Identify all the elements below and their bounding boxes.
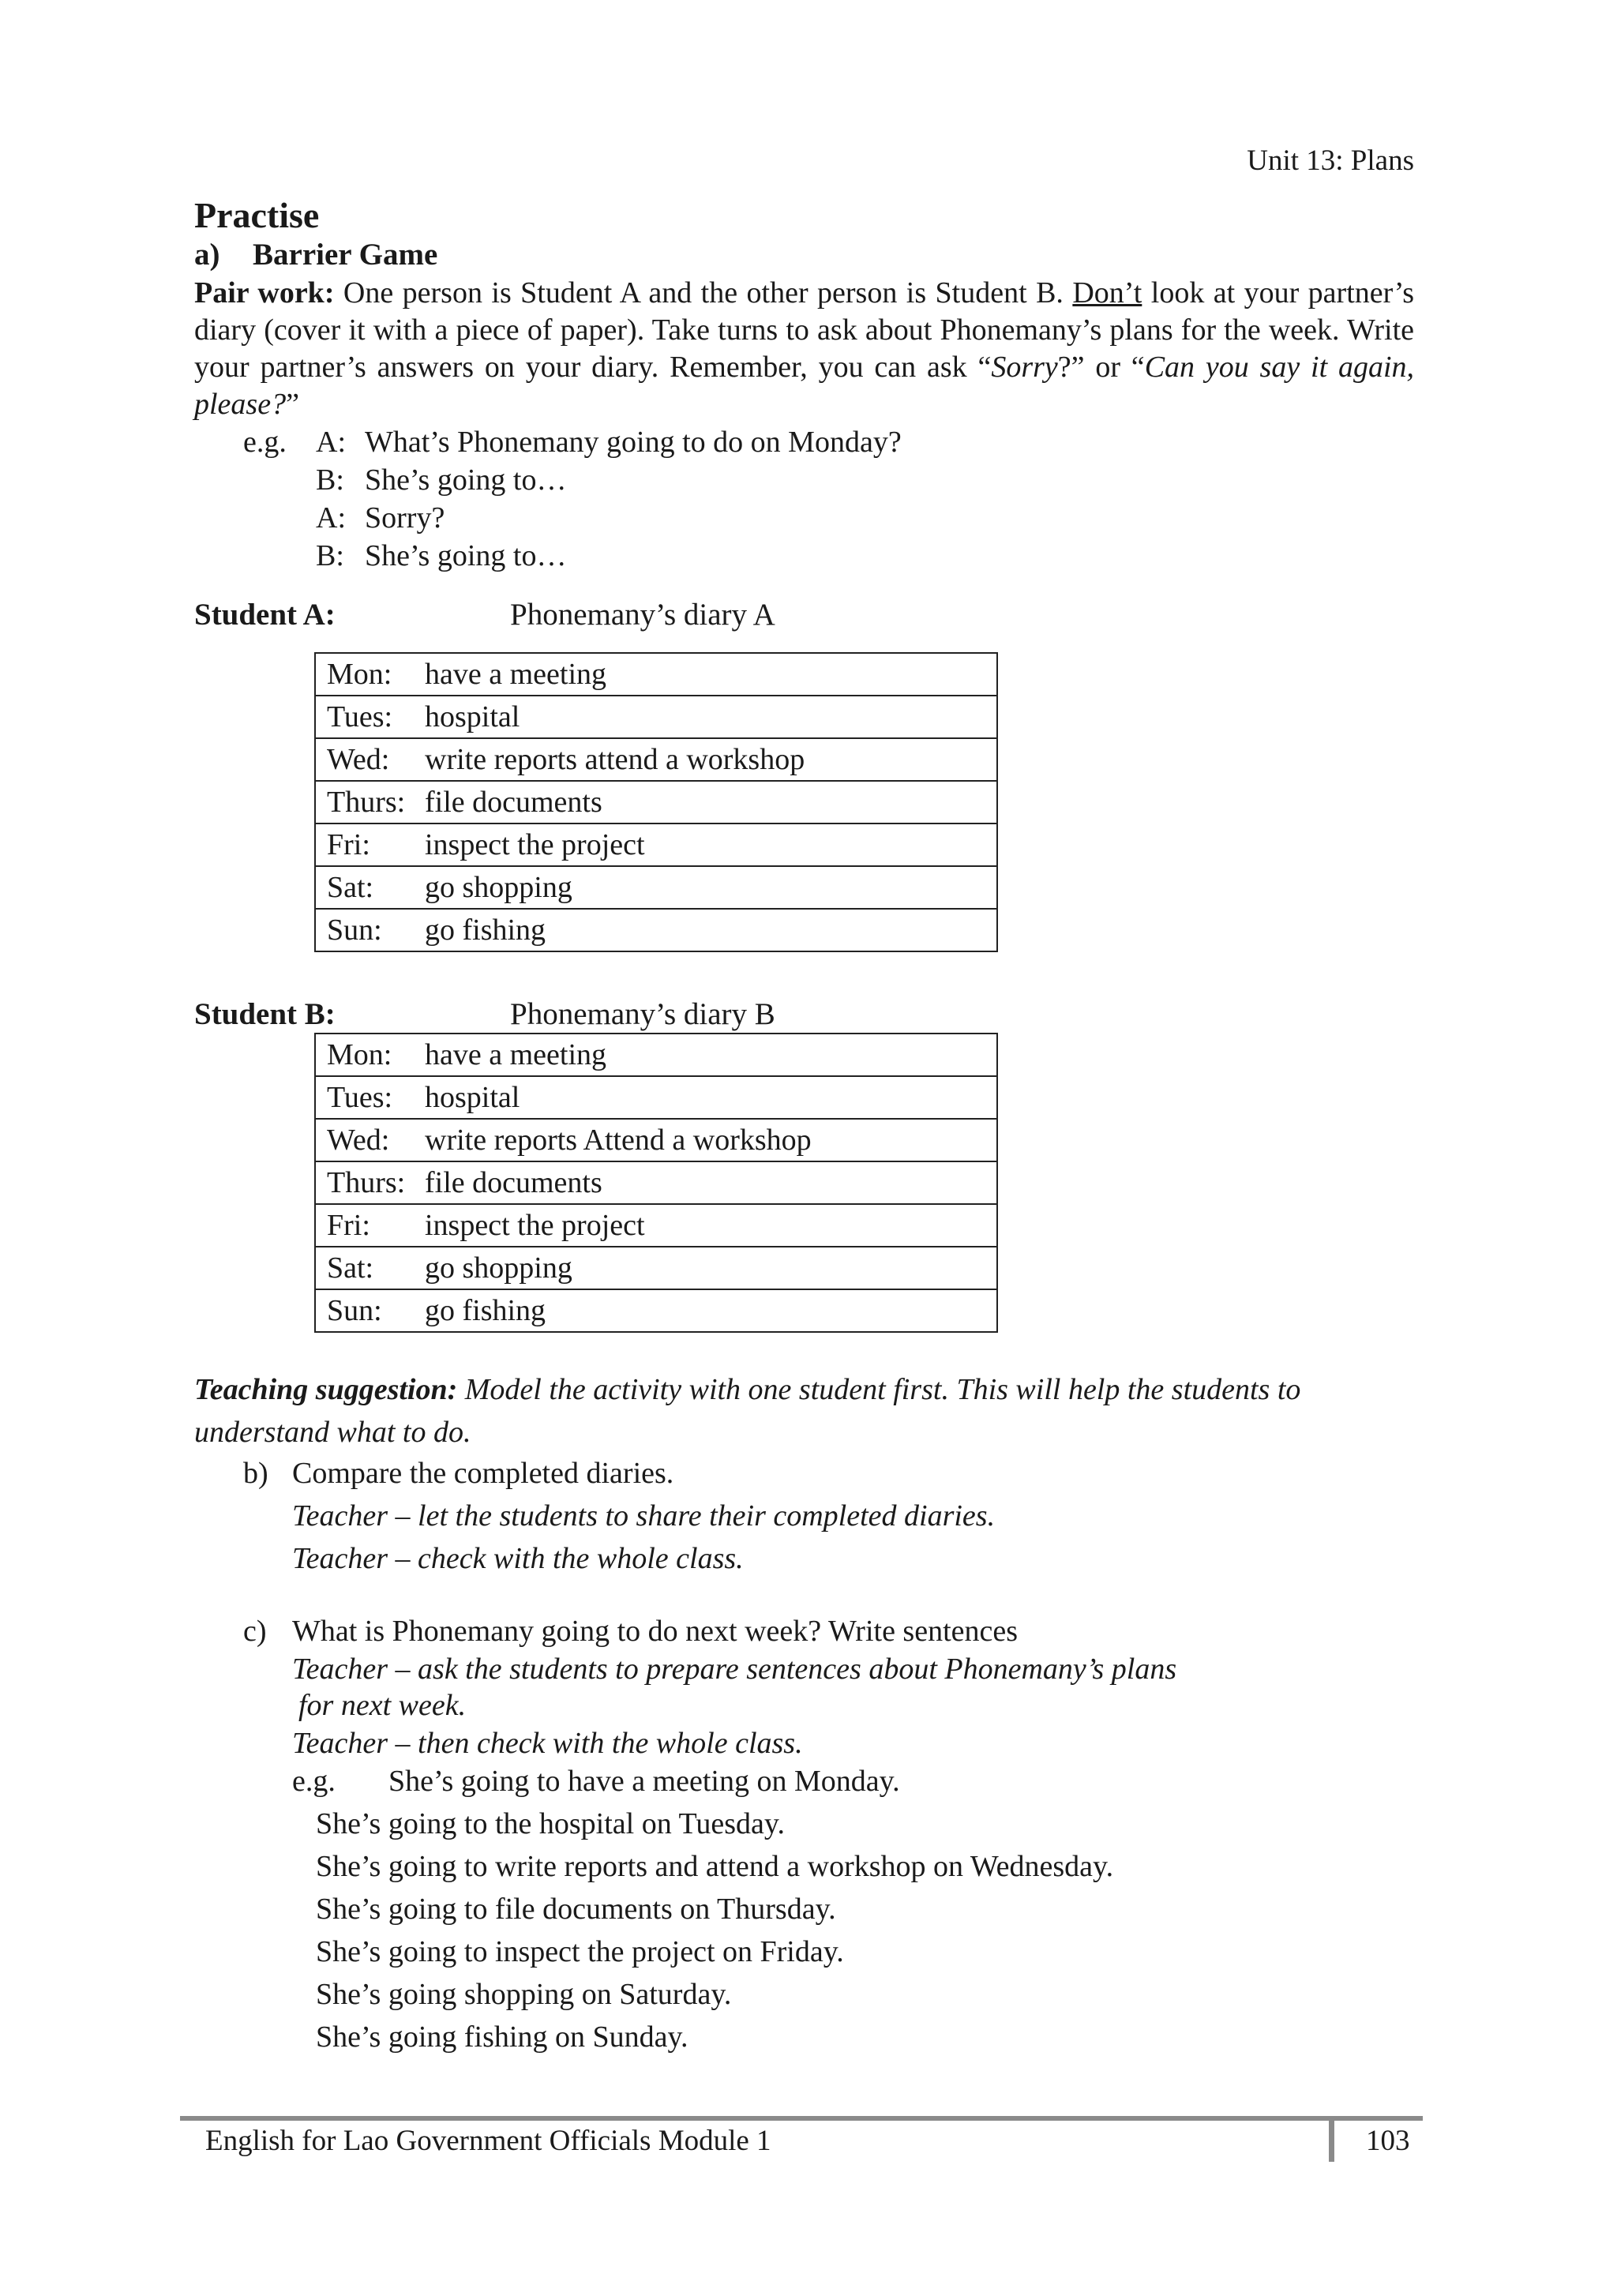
diary-activity: have a meeting	[425, 1034, 997, 1076]
diary-activity: file documents	[425, 781, 997, 823]
diary-activity: have a meeting	[425, 653, 997, 696]
diary-a-table	[314, 652, 998, 952]
diary-activity: write reports Attend a workshop	[425, 1119, 997, 1161]
diary-day: Sat:	[315, 1247, 425, 1289]
exercise-b-label: b)	[243, 1457, 268, 1490]
diary-row	[315, 1034, 997, 1076]
example-sentence: She’s going to have a meeting on Monday.	[388, 1765, 900, 1798]
dialog-line	[243, 537, 566, 575]
diary-row	[315, 1289, 997, 1332]
diary-activity: go fishing	[425, 1289, 997, 1332]
say-again-italic: Can you say it again, please?	[194, 351, 1415, 421]
diary-b-title: Phonemany’s diary B	[510, 997, 775, 1031]
dialog-line	[243, 499, 445, 537]
teacher-note: for next week.	[298, 1689, 467, 1722]
diary-activity: go shopping	[425, 1247, 997, 1289]
dialog-speaker: B:	[316, 463, 344, 497]
teaching-suggestion-label: Teaching suggestion:	[194, 1373, 458, 1406]
dialog-speaker: A:	[316, 501, 346, 535]
diary-day: Fri:	[315, 823, 425, 866]
dialog-line	[243, 461, 566, 499]
diary-row	[315, 696, 997, 738]
running-head: Unit 13: Plans	[1247, 144, 1414, 177]
diary-day: Mon:	[315, 1034, 425, 1076]
diary-day: Mon:	[315, 653, 425, 696]
student-b-label: Student B:	[194, 997, 336, 1031]
dialog-eg: e.g.	[243, 426, 287, 459]
instructions-part-4: ”	[286, 388, 299, 421]
example-sentence: She’s going to inspect the project on Friday.	[316, 1935, 844, 1968]
diary-row	[315, 653, 997, 696]
dialog-speaker: B:	[316, 539, 344, 572]
diary-row	[315, 1204, 997, 1247]
diary-activity: file documents	[425, 1161, 997, 1204]
pair-work-label: Pair work:	[194, 276, 335, 310]
example-eg: e.g.	[292, 1765, 336, 1798]
teaching-suggestion	[194, 1371, 1300, 1409]
diary-day: Tues:	[315, 1076, 425, 1119]
instructions-part-2: look at your partner’s diary (cover it with a piece of paper). Take turns to ask about Phonemany’s plans for the week. Write your partner’s answers on your diary. Remember, you can ask “	[194, 276, 1415, 384]
diary-activity: hospital	[425, 696, 997, 738]
dialog-speaker: A:	[316, 426, 346, 459]
diary-day: Sun:	[315, 1289, 425, 1332]
diary-day: Fri:	[315, 1204, 425, 1247]
dialog-text: She’s going to…	[365, 463, 567, 497]
diary-row	[315, 823, 997, 866]
diary-day: Thurs:	[315, 1161, 425, 1204]
diary-day: Sat:	[315, 866, 425, 909]
example-sentence: She’s going to write reports and attend a workshop on Wednesday.	[316, 1850, 1114, 1883]
diary-a-title: Phonemany’s diary A	[510, 598, 775, 632]
diary-day: Wed:	[315, 738, 425, 781]
example-sentence: She’s going to the hospital on Tuesday.	[316, 1807, 785, 1840]
diary-row	[315, 1247, 997, 1289]
dialog-line	[243, 423, 902, 461]
dialog-text: She’s going to…	[365, 539, 567, 572]
diary-b-table	[314, 1033, 998, 1333]
diary-row	[315, 1119, 997, 1161]
section-title: Practise	[194, 195, 320, 235]
exercise-a-title: Barrier Game	[253, 238, 438, 272]
footer-rule	[180, 2116, 1423, 2121]
diary-row	[315, 781, 997, 823]
example-sentence-first	[292, 1762, 900, 1800]
exercise-b-text: Compare the completed diaries.	[292, 1457, 674, 1490]
teaching-suggestion-line-2: understand what to do.	[194, 1416, 471, 1449]
dialog-text: What’s Phonemany going to do on Monday?	[365, 426, 902, 459]
diary-day: Wed:	[315, 1119, 425, 1161]
diary-day: Tues:	[315, 696, 425, 738]
teacher-note: Teacher – then check with the whole class.	[292, 1727, 803, 1760]
exercise-a-heading	[194, 237, 437, 272]
diary-activity: go fishing	[425, 909, 997, 951]
diary-row	[315, 1076, 997, 1119]
diary-activity: go shopping	[425, 866, 997, 909]
diary-activity: hospital	[425, 1076, 997, 1119]
diary-row	[315, 866, 997, 909]
diary-activity: inspect the project	[425, 823, 997, 866]
student-a-label: Student A:	[194, 598, 336, 632]
exercise-c-text: What is Phonemany going to do next week? Write sentences	[292, 1615, 1019, 1648]
dont-underlined: Don’t	[1072, 276, 1142, 310]
teacher-note: Teacher – let the students to share their completed diaries.	[292, 1499, 996, 1533]
diary-row	[315, 738, 997, 781]
pair-work-instructions	[194, 275, 1414, 423]
exercise-c-label: c)	[243, 1615, 267, 1648]
diary-row	[315, 909, 997, 951]
diary-activity: inspect the project	[425, 1204, 997, 1247]
exercise-c	[243, 1612, 1018, 1650]
example-sentence: She’s going fishing on Sunday.	[316, 2020, 688, 2054]
diary-activity: write reports attend a workshop	[425, 738, 997, 781]
page-number: 103	[1366, 2125, 1410, 2157]
instructions-part-3: ?” or “	[1057, 351, 1145, 384]
footer-divider	[1329, 2116, 1334, 2162]
diary-day: Sun:	[315, 909, 425, 951]
sorry-italic: Sorry	[991, 351, 1058, 384]
exercise-a-label: a)	[194, 238, 220, 272]
example-sentence: She’s going to file documents on Thursday.	[316, 1893, 836, 1926]
footer-book-title: English for Lao Government Officials Module 1	[205, 2125, 771, 2157]
exercise-b	[243, 1454, 673, 1492]
diary-day: Thurs:	[315, 781, 425, 823]
teacher-note: Teacher – check with the whole class.	[292, 1542, 744, 1575]
teaching-suggestion-line-1: Model the activity with one student first. This will help the students to	[464, 1373, 1301, 1406]
teacher-note: Teacher – ask the students to prepare sentences about Phonemany’s plans	[292, 1653, 1177, 1686]
instructions-part-1: One person is Student A and the other person is Student B.	[343, 276, 1064, 310]
dialog-text: Sorry?	[365, 501, 445, 535]
example-sentence: She’s going shopping on Saturday.	[316, 1978, 732, 2011]
diary-row	[315, 1161, 997, 1204]
